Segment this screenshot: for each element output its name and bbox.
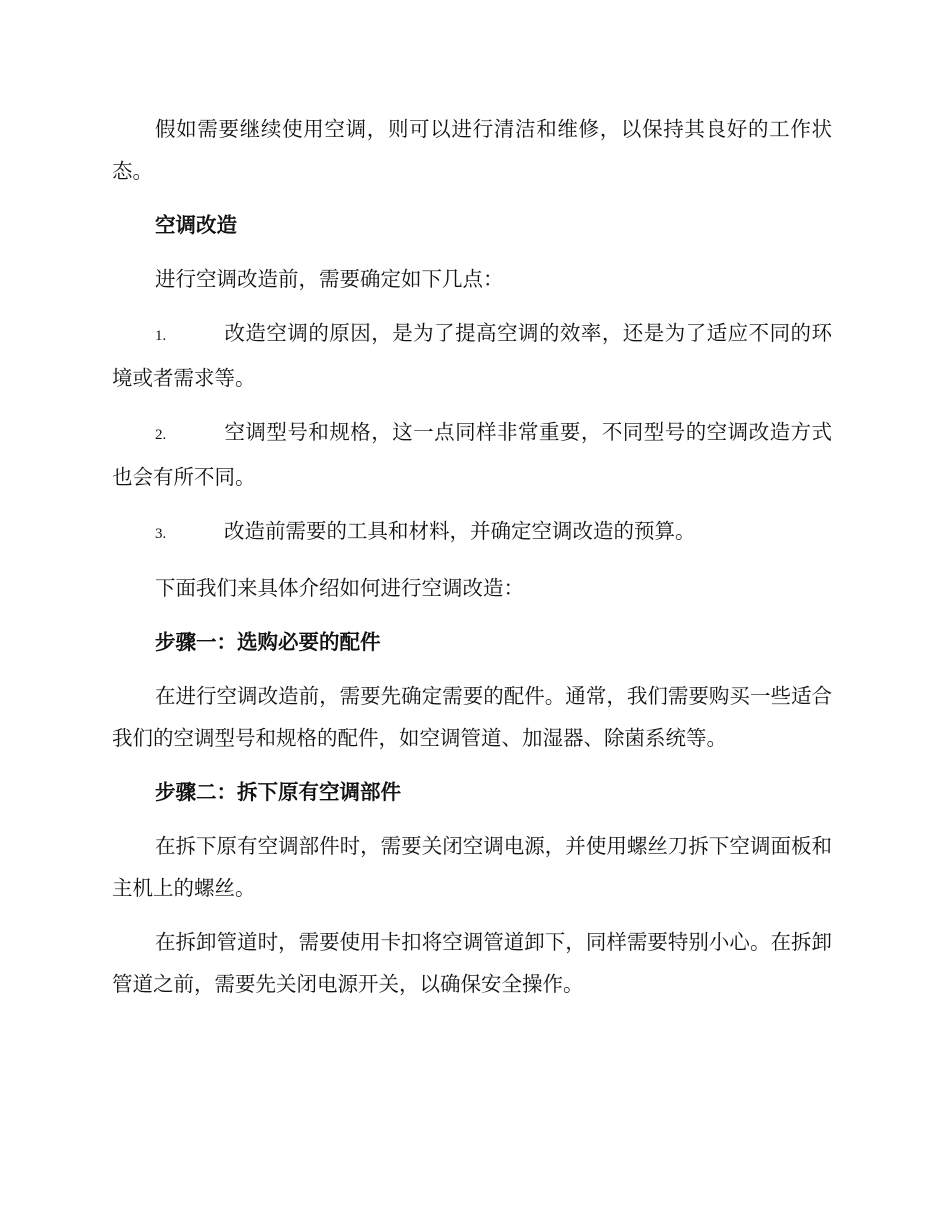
- step-one-heading: 步骤一：选购必要的配件: [155, 630, 381, 654]
- list-number: 1.: [155, 328, 167, 344]
- list-item: [112, 510, 832, 555]
- list-number: 3.: [155, 526, 167, 542]
- document-body: [112, 108, 832, 1017]
- list-item: [112, 312, 832, 399]
- list-item-text: 改造前需要的工具和材料，并确定空调改造的预算。: [224, 519, 696, 543]
- paragraph-step-two-a: 在拆下原有空调部件时，需要关闭空调电源，并使用螺丝刀拆下空调面板和主机上的螺丝。: [112, 834, 832, 900]
- list-item-text: 空调型号和规格，这一点同样非常重要，不同型号的空调改造方式也会有所不同。: [112, 420, 832, 489]
- list-item: [112, 411, 832, 498]
- list-item-text: 改造空调的原因，是为了提高空调的效率，还是为了适应不同的环境或者需求等。: [112, 321, 832, 390]
- paragraph-step-one: 在进行空调改造前，需要先确定需要的配件。通常，我们需要购买一些适合我们的空调型号和规格的配件，如空调管道、加湿器、除菌系统等。: [112, 684, 832, 750]
- paragraph-step-two-b: 在拆卸管道时，需要使用卡扣将空调管道卸下，同样需要特别小心。在拆卸管道之前，需要先关闭电源开关，以确保安全操作。: [112, 930, 832, 996]
- section-heading-ac-renovation: 空调改造: [155, 213, 237, 237]
- paragraph-prerequisites-intro: 进行空调改造前，需要确定如下几点：: [155, 267, 504, 291]
- step-two-heading: 步骤二：拆下原有空调部件: [155, 780, 401, 804]
- paragraph-steps-intro: 下面我们来具体介绍如何进行空调改造：: [155, 576, 524, 600]
- list-number: 2.: [155, 427, 167, 443]
- paragraph-keep-using: 假如需要继续使用空调，则可以进行清洁和维修，以保持其良好的工作状态。: [112, 117, 832, 183]
